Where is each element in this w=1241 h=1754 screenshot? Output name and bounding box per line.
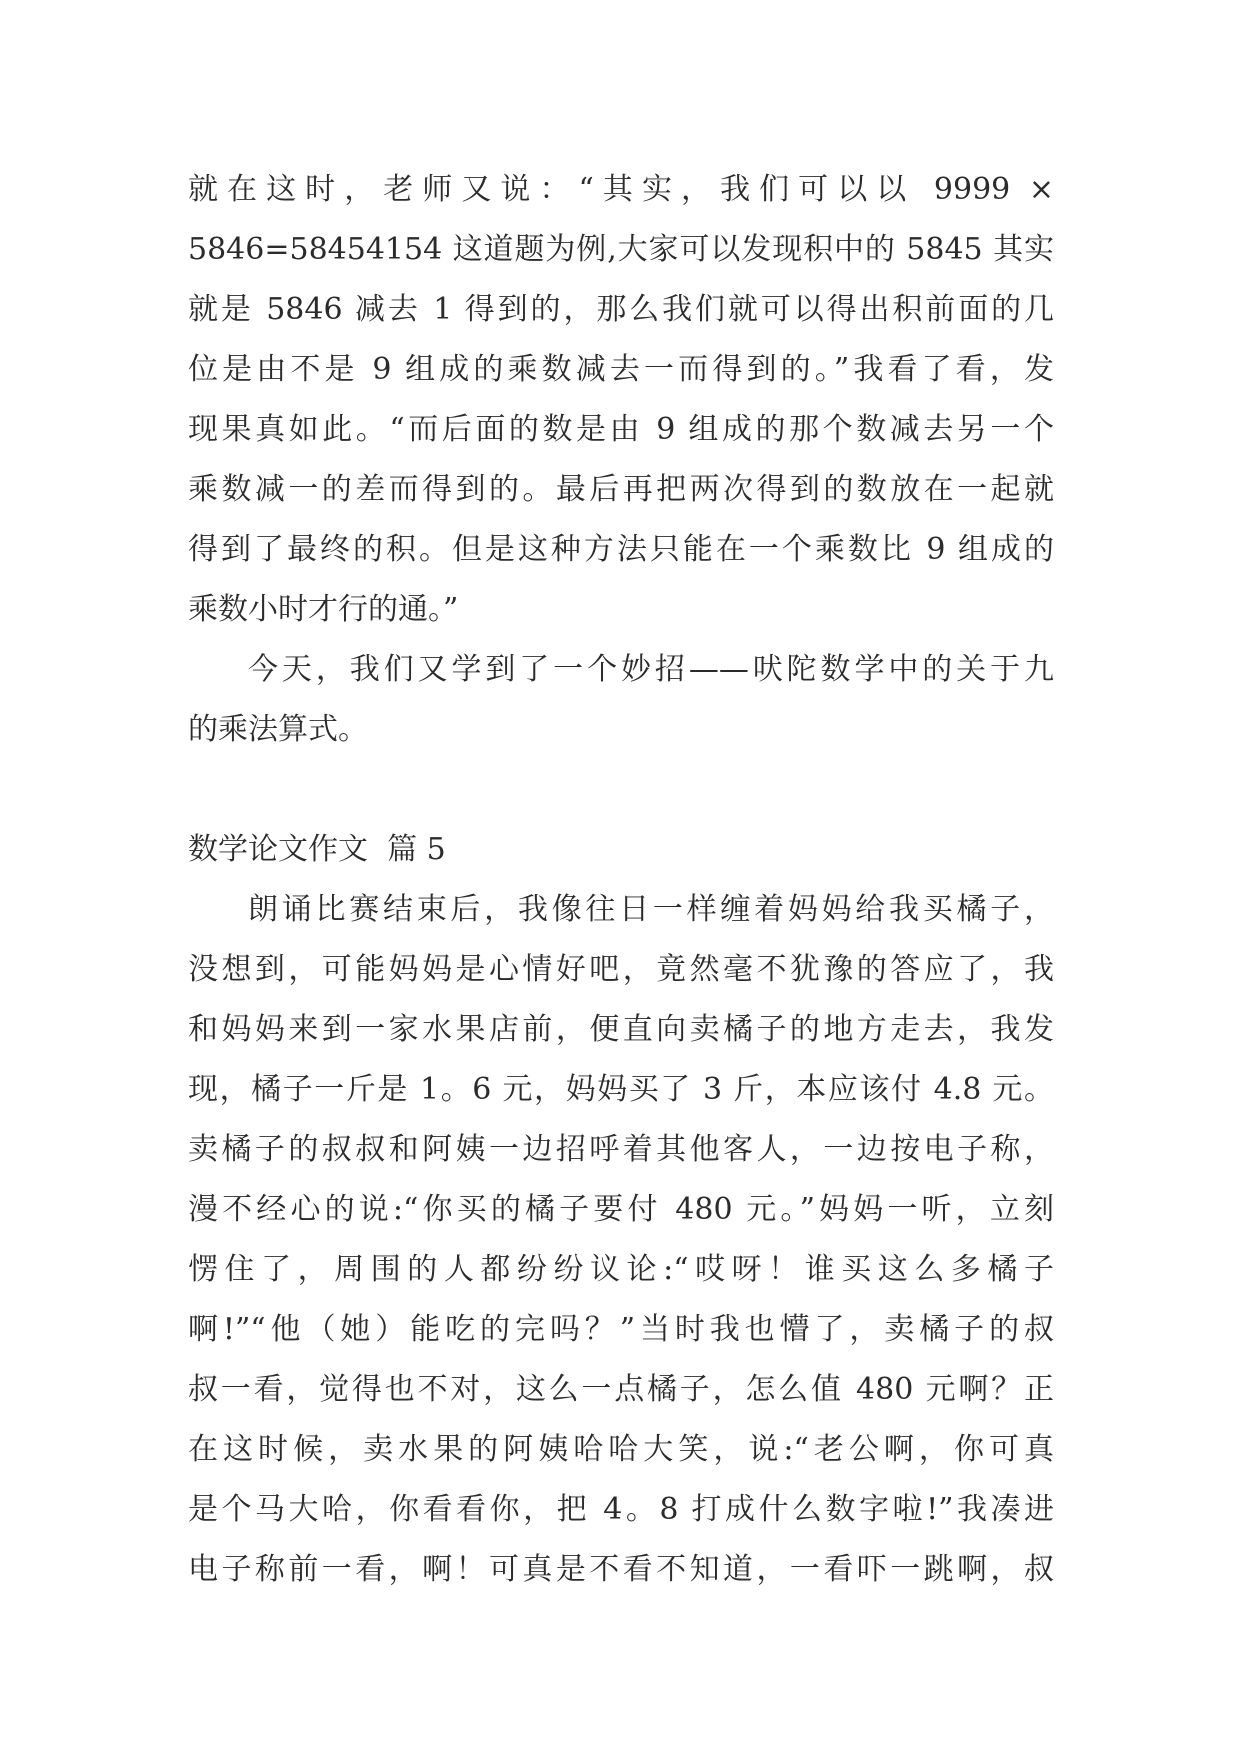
text-line: 乘数减一的差而得到的。最后再把两次得到的数放在一起就 [188, 472, 1054, 507]
text-line: 现果真如此。“而后面的数是由 9 组成的那个数减去另一个 [188, 412, 1054, 447]
text-line: 卖橘子的叔叔和阿姨一边招呼着其他客人，一边按电子称， [188, 1132, 1054, 1167]
text-line: 叔一看，觉得也不对，这么一点橘子，怎么值 480 元啊？正 [188, 1372, 1054, 1407]
text-line: 电子称前一看，啊！可真是不看不知道，一看吓一跳啊，叔 [188, 1552, 1054, 1587]
text-line: 得到了最终的积。但是这种方法只能在一个乘数比 9 组成的 [188, 532, 1054, 567]
paragraph-section5 [188, 880, 1054, 1600]
text-line: 漫不经心的说:“你买的橘子要付 480 元。”妈妈一听，立刻 [188, 1192, 1054, 1227]
text-line: 是个马大哈，你看看你，把 4。8 打成什么数字啦!”我凑进 [188, 1492, 1054, 1527]
text-line: 没想到，可能妈妈是心情好吧，竟然毫不犹豫的答应了，我 [188, 952, 1054, 987]
document-page [188, 160, 1054, 1600]
text-line: 乘数小时才行的通。” [188, 592, 459, 627]
section-heading: 数学论文作文 篇 5 [188, 832, 446, 867]
text-line: 就是 5846 减去 1 得到的，那么我们就可以得出积前面的几 [188, 292, 1054, 327]
text-line: 的乘法算式。 [188, 712, 368, 747]
text-line: 5846=58454154 这道题为例,大家可以发现积中的 5845 其实 [188, 232, 1054, 267]
text-line: 愣住了，周围的人都纷纷议论:“哎呀！谁买这么多橘子 [188, 1252, 1054, 1287]
text-line: 就在这时，老师又说：“其实，我们可以以 9999 × [188, 172, 1054, 207]
text-line: 啊!”“他（她）能吃的完吗？”当时我也懵了，卖橘子的叔 [188, 1312, 1054, 1347]
paragraph-section4-explanation [188, 160, 1054, 640]
section-gap [188, 760, 1054, 820]
text-line: 朗诵比赛结束后，我像往日一样缠着妈妈给我买橘子， [248, 892, 1054, 927]
text-line: 在这时候，卖水果的阿姨哈哈大笑，说:“老公啊，你可真 [188, 1432, 1054, 1467]
text-line: 位是由不是 9 组成的乘数减去一而得到的。”我看了看，发 [188, 352, 1054, 387]
paragraph-section4-closing [188, 640, 1054, 760]
text-line: 现，橘子一斤是 1。6 元，妈妈买了 3 斤，本应该付 4.8 元。 [188, 1072, 1054, 1107]
text-line: 今天，我们又学到了一个妙招——吠陀数学中的关于九 [248, 652, 1054, 687]
text-line: 和妈妈来到一家水果店前，便直向卖橘子的地方走去，我发 [188, 1012, 1054, 1047]
